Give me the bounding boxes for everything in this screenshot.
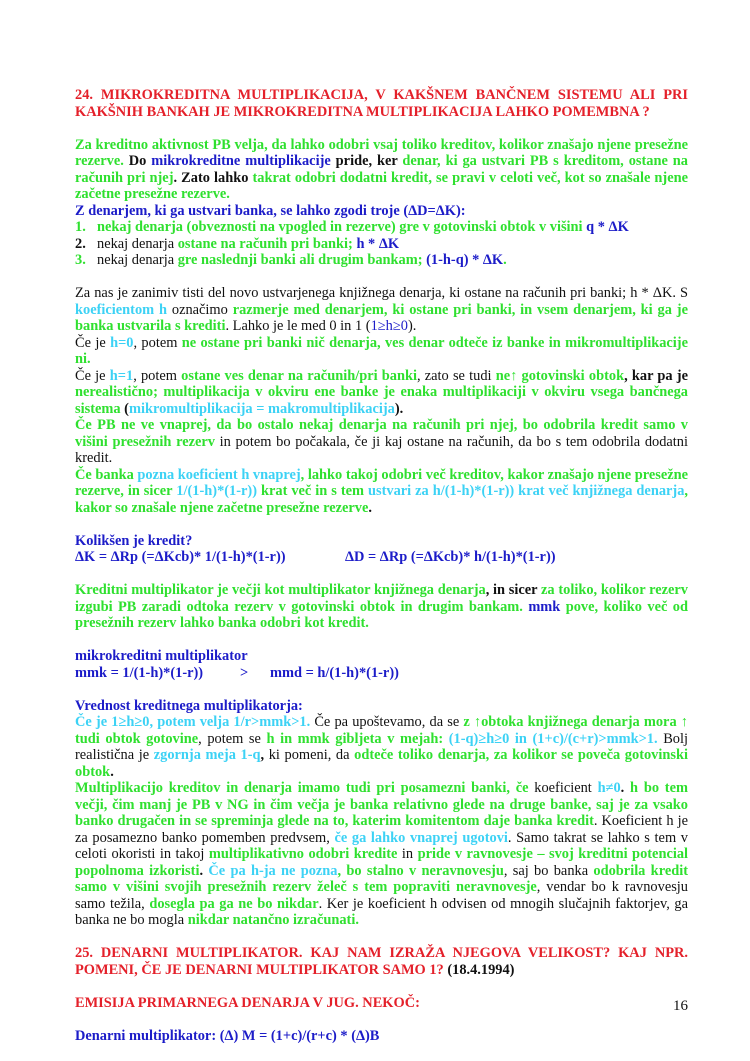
text-run: . [503,252,507,268]
text-run: in [397,846,418,862]
credit-formulas [75,549,688,566]
multiplier-value-heading [75,698,688,715]
text-run: . Zato lahko [173,169,253,186]
formula-part: > [240,664,249,681]
formula-part: mmk = 1/(1-h)*(1-r)) [75,664,204,681]
list-item-3 [75,252,688,269]
text-run: Če PB ne ve vnaprej, da bo ostalo nekaj denarja na računih pri njej, bo odobrila kredit samo v višini presežnih rezerv [75,417,688,450]
text-run: in potem bo počakala, če ji kaj ostane na računih, da bo s tem odobrila dodatni kredit. [75,433,688,466]
text-run: Za nas je zanimiv tisti del novo ustvarjenega knjižnega denarja, ki ostane na računih pri banki; h * ΔK. S [75,285,688,301]
formula-part: mmd = h/(1-h)*(1-r)) [270,664,399,681]
text-run: 1≥h≥0 [370,318,408,334]
text-run: ne ostane pri banki nič denarja, ves denar odteče iz banke in mikromultiplikacije ni. [75,334,688,367]
text-run: če ga lahko vnaprej ugotovi [334,829,508,846]
money-multiplier-formula [75,1028,688,1045]
formula-part: ΔK = ΔRp (=ΔKcb)* 1/(1-h)*(1-r)) [75,549,286,565]
credit-multiplier-paragraph [75,582,688,632]
text-run: nikdar natančno izračunati. [187,912,359,928]
text-run: nerealistično; multiplikacija v okviru ene banke je enaka multiplikaciji v okviru vsega bančnega sistema [75,384,688,417]
text-run: Denarni multiplikator: (Δ) M = (1+c)/(r+c) * (Δ)B [75,1027,380,1044]
text-run: mikrokreditne multiplikacije [151,153,331,169]
question-25-title [75,945,688,978]
text-run: h=1 [109,367,134,384]
text-run: q * ΔK [586,219,629,235]
single-bank-paragraph [75,780,688,929]
text-run: h bo tem večji, čim manj je PB v NG in čim večja je banka relativno glede na druge banke, saj je za vsako banko drugačen in se spreminja glede na to, katerim komitentom daje banka kredit [75,780,688,829]
text-run: 25. DENARNI MULTIPLIKATOR. KAJ NAM IZRAŽA NJEGOVA VELIKOST? KAJ NPR. POMENI, ČE JE DENARNI MULTIPLIKATOR SAMO 1? [75,945,688,978]
text-run: ). [407,318,417,334]
text-run: EMISIJA PRIMARNEGA DENARJA V JUG. NEKOČ: [75,994,420,1011]
text-run: , [260,747,265,763]
text-run: , kakor so znašale njene začetne presežne rezerve [75,483,688,516]
text-run: nekaj denarja [97,235,178,252]
text-run: odobrila kredit samo v višini svojih presežnih rezerv želeč s tem popraviti neravnovesje [75,862,688,895]
text-run: mikromultiplikacija = makromultiplikacija [128,400,395,417]
text-run: . Koeficient h je za posamezno banko pomemben predvsem, [75,813,688,846]
text-run: krat več in s tem [257,483,368,499]
text-run: Če je [75,367,110,384]
text-run: , saj bo banka [503,862,594,879]
text-run: , potem [133,334,182,351]
text-run: , bo stalno v neravnovesju [337,862,504,879]
text-run: takrat odobri dodatni kredit, se pravi v celoti več, kot so znašale njene začetne presežne rezerve. [75,169,688,202]
text-run: Če pa upoštevamo, da se [310,714,464,730]
text-run: . [620,780,631,796]
text-run: Kreditni multiplikator je večji kot multiplikator knjižnega denarja [75,582,486,598]
text-run: Če banka [75,466,138,483]
text-run: nekaj denarja [97,252,178,268]
document-body [75,87,688,1044]
text-run: Vrednost kreditnega multiplikatorja: [75,697,303,714]
text-run: mmk [528,598,561,615]
text-run: odteče toliko denarja, za kolikor se poveča gotovinski obtok [75,747,688,780]
text-run: ). [394,400,404,417]
text-run: Če pa h-ja ne pozna [208,862,338,879]
text-run: , kar pa je [624,367,688,384]
formula-part: ΔD = ΔRp (=ΔKcb)* h/(1-h)*(1-r)) [345,549,556,565]
text-run: h≠0 [597,780,621,796]
text-run: koeficientom h [75,301,167,318]
text-run: dosegla pa ga ne bo nikdar [149,895,319,912]
unknown-h-paragraph [75,417,688,467]
page-number: 16 [673,998,688,1014]
text-run: pride v ravnovesje – svoj kreditni potencial popolnoma izkoristi [75,846,689,879]
text-run: nekaj denarja (obveznosti na vpogled in rezerve) gre v gotovinski obtok v višini [97,219,587,235]
text-run: mikrokreditni multiplikator [75,648,248,664]
text-run: . Samo takrat se lahko s tem v celoti okoristi in takoj [75,829,688,862]
text-run: z ↑obtoka knjižnega denarja mora ↑ tudi obtok gotovine [75,714,688,747]
coefficient-h-paragraph [75,285,688,335]
text-run: . [110,763,114,780]
text-run: gre naslednji banki ali drugim bankam; [177,252,427,268]
text-run: . Lahko je le med 0 in 1 ( [225,318,371,334]
text-run: Če je 1≥h≥0, potem velja 1/r>mmk>1. [75,714,311,730]
list-number: 2. [75,235,86,252]
text-run: zgornja meja 1-q [153,747,261,763]
text-run: (1-q)≥h≥0 in (1+c)/(c+r)>mmk>1. [448,730,658,747]
text-run: h in mmk gibljeta v mejah: [266,730,449,747]
text-run: Kolikšen je kredit? [75,532,193,549]
text-run: 24. MIKROKREDITNA MULTIPLIKACIJA, V KAKŠNEM BANČNEM SISTEMU ALI PRI KAKŠNIH BANKAH JE MIKROKREDITNA MULTIPLIKACIJA LAHKO POMEMBNA ? [75,87,688,120]
text-run: Za kreditno aktivnost PB velja, da lahko odobri vsaj toliko kreditov, kolikor znašajo njene presežne rezerve. [75,136,688,169]
multiplier-comparison [75,665,688,682]
text-run: h=0 [110,334,134,351]
list-number: 3. [75,252,86,268]
text-run: , in sicer [485,582,542,598]
text-run: pove, koliko več od presežnih rezerv lahko banka odobri kot kredit. [75,598,688,631]
text-run: ostane na računih pri banki; [177,235,357,252]
text-run: Bolj realistična je [75,730,688,763]
text-run: , vendar bo k ravnovesju samo težila, [75,879,688,912]
text-run: , lahko takoj odobri več kreditov, kakor znašajo njene presežne rezerve, in sicer [75,466,688,499]
text-run: (1-h-q) * ΔK [426,252,504,268]
text-run: . [199,862,209,879]
text-run: , potem [133,367,182,384]
h-one-paragraph [75,368,688,418]
text-run: multiplikativno odobri kredite [208,846,398,862]
text-run: razmerje med denarjem, ki ostane pri banki, in vsem denarjem, ki ga je banka ustvarila s krediti [75,301,688,334]
text-run: pozna koeficient h vnaprej [137,466,301,483]
text-run: ki pomeni, da [264,747,355,763]
text-run: pride, ker [330,153,403,169]
text-run: ustvari za h/(1-h)*(1-r)) krat več knjižnega denarja [367,483,685,499]
emission-heading [75,995,688,1012]
question-24-title [75,87,688,120]
list-number: 1. [75,219,86,235]
text-run: Če je [75,334,111,351]
text-run: Multiplikacijo kreditov in denarja imamo tudi pri posamezni banki, če [75,780,535,796]
intro-paragraph [75,137,688,203]
known-h-paragraph [75,467,688,517]
list-item-2 [75,236,688,253]
micro-multiplier-heading [75,648,688,665]
h-zero-paragraph [75,335,688,368]
text-run: ne↑ gotovinski obtok [495,367,625,384]
text-run: (18.4.1994) [447,961,515,978]
text-run: denar, ki ga ustvari PB s kreditom, ostane na računih pri njej [75,153,688,186]
text-run: , zato se tudi [416,367,496,384]
list-item-1 [75,219,688,236]
text-run: ostane ves denar na računih/pri banki [181,367,417,384]
text-run: Do [123,153,152,169]
multiplier-bounds-paragraph [75,714,688,780]
credit-size-heading [75,533,688,550]
text-run: , potem se [198,730,267,747]
text-run: koeficient [534,780,598,796]
text-run: ( [120,400,129,417]
text-run: označimo [167,301,233,318]
three-outcomes-heading [75,203,688,220]
text-run: Z denarjem, ki ga ustvari banka, se lahko zgodi troje (ΔD=ΔK): [75,202,466,219]
text-run: za toliko, kolikor rezerv izgubi PB zaradi odtoka rezerv v gotovinski obtok in drugim bankam. [75,582,688,615]
text-run: . Ker je koeficient h odvisen od mnogih slučajnih faktorjev, ga banka ne bo mogla [75,895,688,928]
text-run: . [368,499,372,516]
text-run: h * ΔK [356,235,400,252]
text-run: 1/(1-h)*(1-r)) [176,483,258,499]
